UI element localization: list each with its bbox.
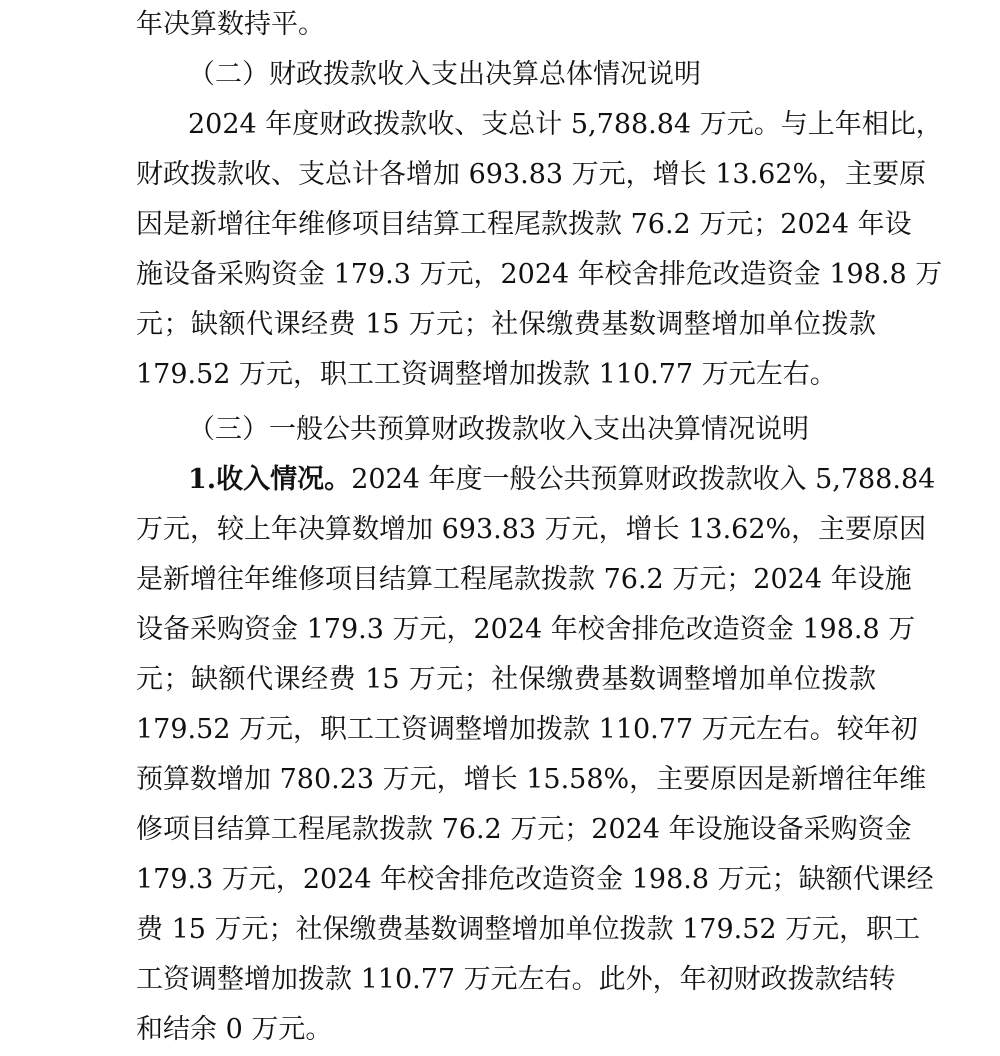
- paragraph-line: 2024 年度财政拨款收、支总计 5,788.84 万元。与上年相比，: [188, 109, 943, 140]
- paragraph-line: 预算数增加 780.23 万元，增长 15.58%，主要原因是新增往年维: [136, 764, 927, 795]
- paragraph-line: 费 15 万元；社保缴费基数调整增加单位拨款 179.52 万元，职工: [136, 914, 921, 945]
- section-heading: （二）财政拨款收入支出决算总体情况说明: [188, 59, 701, 90]
- paragraph-line: 元；缺额代课经费 15 万元；社保缴费基数调整增加单位拨款: [136, 664, 876, 695]
- paragraph-line: 年决算数持平。: [136, 9, 325, 40]
- paragraph-line: 179.52 万元，职工工资调整增加拨款 110.77 万元左右。较年初: [136, 714, 918, 745]
- paragraph-line: 元；缺额代课经费 15 万元；社保缴费基数调整增加单位拨款: [136, 309, 876, 340]
- paragraph-line: 因是新增往年维修项目结算工程尾款拨款 76.2 万元；2024 年设: [136, 209, 912, 240]
- paragraph-line-with-lead: [188, 455, 936, 505]
- paragraph-line: 修项目结算工程尾款拨款 76.2 万元；2024 年设施设备采购资金: [136, 814, 912, 845]
- paragraph-line: 和结余 0 万元。: [136, 1014, 333, 1045]
- paragraph-line: 设备采购资金 179.3 万元，2024 年校舍排危改造资金 198.8 万: [136, 614, 916, 645]
- paragraph-line: 万元，较上年决算数增加 693.83 万元，增长 13.62%，主要原因: [136, 514, 927, 545]
- paragraph-line: 工资调整增加拨款 110.77 万元左右。此外，年初财政拨款结转: [136, 964, 896, 995]
- lead-line-text: 2024 年度一般公共预算财政拨款收入 5,788.84: [351, 464, 936, 495]
- paragraph-line: 是新增往年维修项目结算工程尾款拨款 76.2 万元；2024 年设施: [136, 564, 912, 595]
- paragraph-line: 财政拨款收、支总计各增加 693.83 万元，增长 13.62%，主要原: [136, 159, 927, 190]
- paragraph-line: 179.52 万元，职工工资调整增加拨款 110.77 万元左右。: [136, 359, 837, 390]
- paragraph-line: 179.3 万元，2024 年校舍排危改造资金 198.8 万元；缺额代课经: [136, 864, 934, 895]
- section-heading: （三）一般公共预算财政拨款收入支出决算情况说明: [188, 414, 809, 445]
- paragraph-line: 施设备采购资金 179.3 万元，2024 年校舍排危改造资金 198.8 万: [136, 259, 943, 290]
- subsection-lead: 1.收入情况。: [188, 464, 352, 495]
